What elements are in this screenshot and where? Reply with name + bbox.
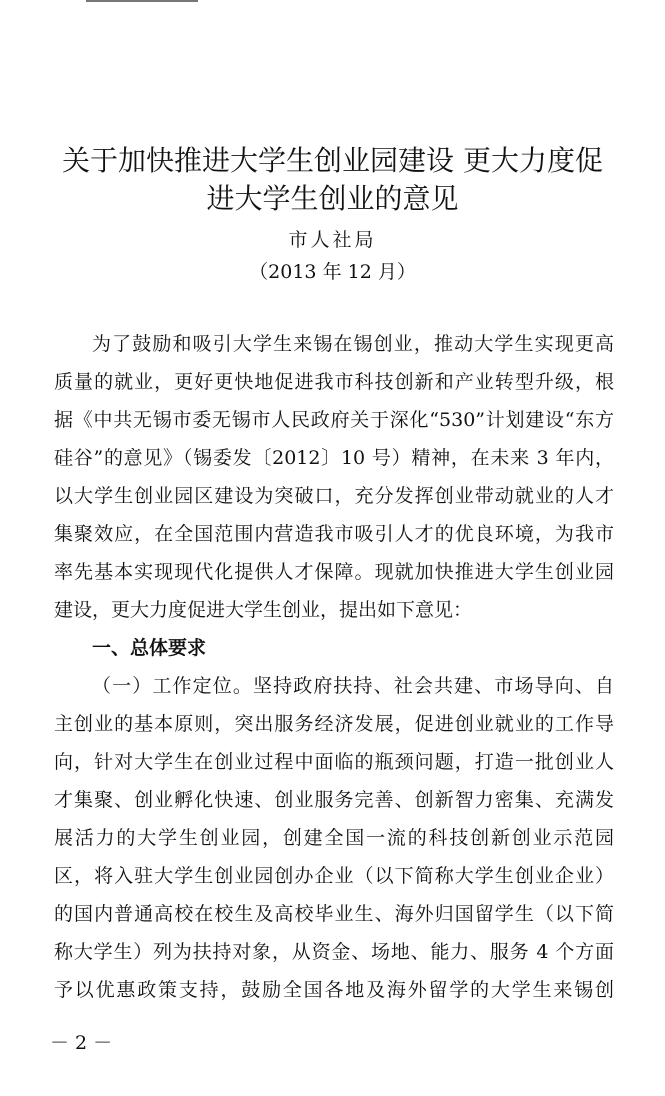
- paragraph-1-line: 据《中共无锡市委无锡市人民政府关于深化“530”计划建设“东方: [54, 409, 614, 431]
- paragraph-2-line: 才集聚、创业孵化快速、创业服务完善、创新智力密集、充满发: [54, 789, 614, 811]
- page-number: － 2 －: [50, 1032, 113, 1054]
- top-rule: [86, 0, 198, 2]
- document-date: （2013 年 12 月）: [249, 261, 416, 283]
- paragraph-2-line: 主创业的基本原则，突出服务经济发展，促进创业就业的工作导: [54, 713, 614, 735]
- paragraph-2-line: 称大学生）列为扶持对象，从资金、场地、能力、服务 4 个方面: [54, 941, 614, 963]
- document-author: 市人社局: [288, 229, 377, 251]
- paragraph-2-line: 区，将入驻大学生创业园创办企业（以下简称大学生创业企业）: [54, 865, 614, 887]
- paragraph-2-line: 展活力的大学生创业园，创建全国一流的科技创新创业示范园: [54, 827, 614, 849]
- paragraph-2-line: 予以优惠政策支持，鼓励全国各地及海外留学的大学生来锡创: [54, 979, 614, 1001]
- paragraph-1-line: 硅谷”的意见》（锡委发〔2012〕10 号）精神，在未来 3 年内，: [54, 447, 614, 469]
- paragraph-1-line: 为了鼓励和吸引大学生来锡在锡创业，推动大学生实现更高: [92, 333, 614, 355]
- paragraph-1-line: 集聚效应，在全国范围内营造我市吸引人才的优良环境，为我市: [54, 523, 614, 545]
- document-title-line-2: 进大学生创业的意见: [206, 182, 459, 215]
- paragraph-2-line: （一）工作定位。坚持政府扶持、社会共建、市场导向、自: [92, 675, 614, 697]
- document-title-line-1: 关于加快推进大学生创业园建设 更大力度促: [62, 144, 603, 177]
- paragraph-2-line: 的国内普通高校在校生及高校毕业生、海外归国留学生（以下简: [54, 903, 614, 925]
- paragraph-1-line: 建设，更大力度促进大学生创业，提出如下意见：: [54, 599, 473, 621]
- paragraph-2-line: 向，针对大学生在创业过程中面临的瓶颈问题，打造一批创业人: [54, 751, 614, 773]
- paragraph-1-line: 率先基本实现现代化提供人才保障。现就加快推进大学生创业园: [54, 561, 614, 583]
- paragraph-1-line: 质量的就业，更好更快地促进我市科技创新和产业转型升级，根: [54, 371, 614, 393]
- section-heading: 一、总体要求: [92, 637, 207, 659]
- paragraph-1-line: 以大学生创业园区建设为突破口，充分发挥创业带动就业的人才: [54, 485, 614, 507]
